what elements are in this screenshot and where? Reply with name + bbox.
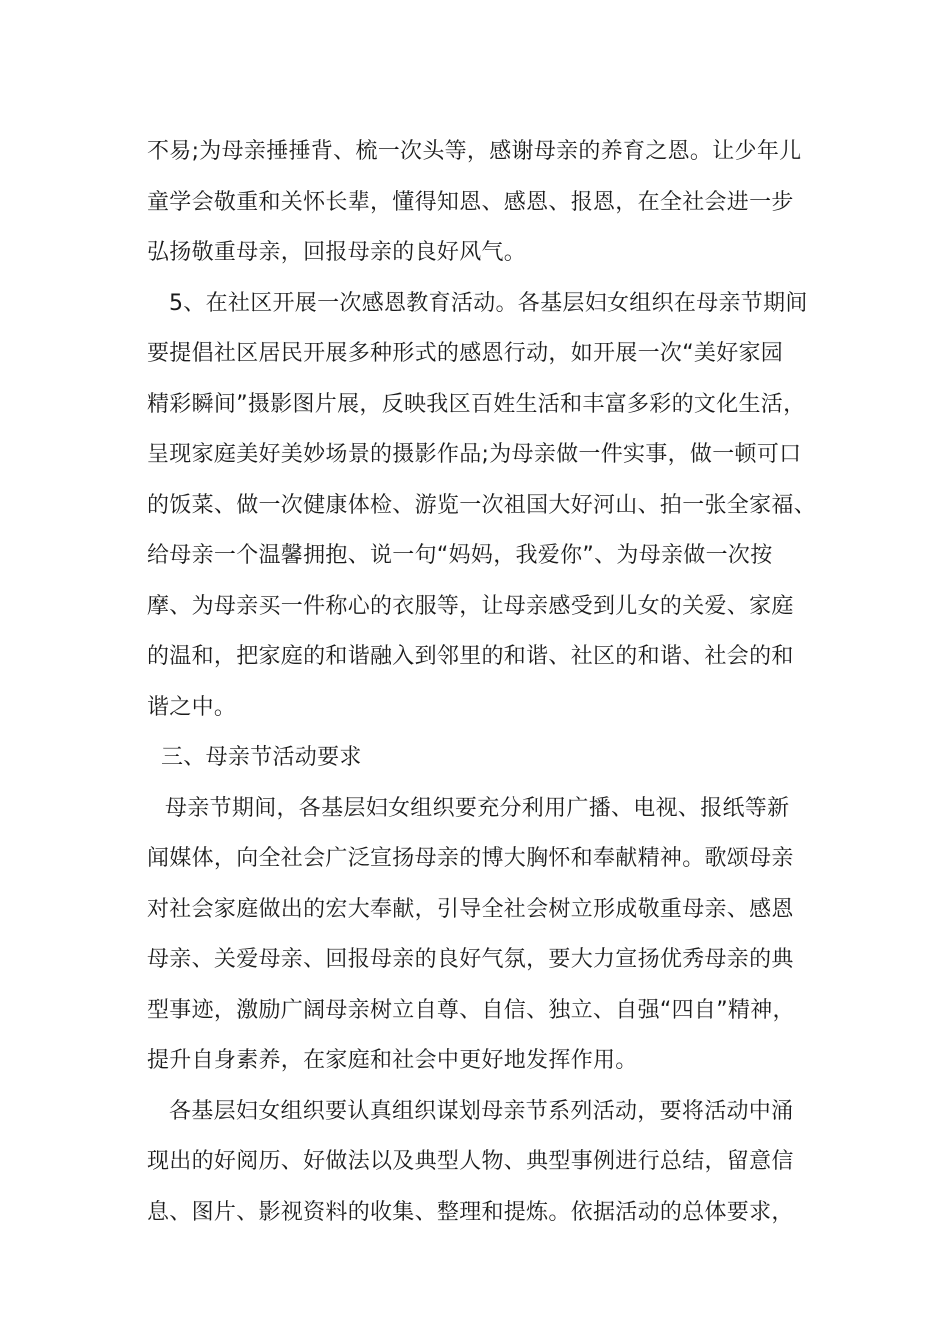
text-line: 母亲、关爱母亲、回报母亲的良好气氛，要大力宣扬优秀母亲的典 [147,947,794,972]
text-line: 母亲节期间，各基层妇女组织要充分利用广播、电视、报纸等新 [165,795,790,821]
text-line: 息、图片、影视资料的收集、整理和提炼。依据活动的总体要求， [147,1199,794,1225]
paragraph-organize [147,1087,827,1239]
text-line: 现出的好阅历、好做法以及典型人物、典型事例进行总结，留意信 [147,1149,794,1174]
text-line: 闻媒体，向全社会广泛宣扬母亲的博大胸怀和奉献精神。歌颂母亲 [147,846,794,871]
text-line: 摩、为母亲买一件称心的衣服等，让母亲感受到儿女的关爱、家庭 [147,593,794,619]
text-line: 呈现家庭美好美妙场景的摄影作品;为母亲做一件实事，做一顿可口 [147,442,802,467]
section-heading-text: 三、母亲节活动要求 [161,745,362,770]
paragraph-continued [147,127,827,279]
text-line: 型事迹，激励广阔母亲树立自尊、自信、独立、自强“四自”精神， [147,997,795,1023]
text-line: 5、在社区开展一次感恩教育活动。各基层妇女组织在母亲节期间 [169,290,808,316]
paragraph-item-5 [147,279,827,734]
text-line: 的温和，把家庭的和谐融入到邻里的和谐、社区的和谐、社会的和 [147,644,794,669]
text-line: 提升自身素养，在家庭和社会中更好地发挥作用。 [147,1048,638,1073]
text-line: 精彩瞬间”摄影图片展，反映我区百姓生活和丰富多彩的文化生活， [147,391,806,417]
section-heading [147,733,827,784]
text-line: 弘扬敬重母亲，回报母亲的良好风气。 [147,240,527,265]
text-line: 不易;为母亲捶捶背、梳一次头等，感谢母亲的养育之恩。让少年儿 [147,139,802,164]
text-line: 童学会敬重和关怀长辈，懂得知恩、感恩、报恩，在全社会进一步 [147,189,794,215]
text-line: 给母亲一个温馨拥抱、说一句“妈妈，我爱你”、为母亲做一次按 [147,543,773,568]
text-line: 的饭菜、做一次健康体检、游览一次祖国大好河山、拍一张全家福、 [147,492,817,518]
text-line: 要提倡社区居民开展多种形式的感恩行动，如开展一次“美好家园 [147,341,784,366]
paragraph-publicity [147,784,827,1087]
text-line: 各基层妇女组织要认真组织谋划母亲节系列活动，要将活动中涌 [169,1098,794,1124]
text-line: 谐之中。 [147,694,237,720]
text-line: 对社会家庭做出的宏大奉献，引导全社会树立形成敬重母亲、感恩 [147,896,794,922]
document-body [147,127,827,1238]
